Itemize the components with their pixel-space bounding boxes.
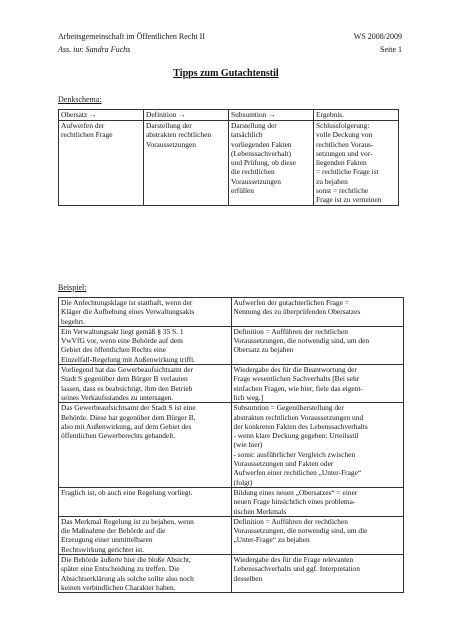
cell-text: Vorliegend hat das Gewerbeaufsichtsamt der Stadt S gegenüber dem Bürger B verlauten lassen, dass es beabsichtigt, ihm den Betrieb seines Verkaufsstandes zu untersagen. [61,365,194,402]
header-left [58,30,205,56]
table-row [59,487,404,516]
denkschema-cell-obersatz [59,121,144,206]
beispiel-table [58,297,404,593]
denkschema-header-row [59,110,399,121]
cell-text: Das Merkmal Regelung ist zu bejahen, wenn die Maßnahme der Behörde auf die Erzeugung einer unmittelbaren Rechtswirkung gerichtet ist. [61,516,194,554]
beispiel-cell-explanation [231,326,404,364]
denkschema-header-obersatz: Obersatz → [59,110,144,121]
beispiel-cell-example [59,298,232,327]
table-row [59,326,404,364]
beispiel-label: Beispiel: [58,283,87,292]
cell-text: Ein Verwaltungsakt liegt gemäß § 35 S. 1 VwVfG vor, wenn eine Behörde auf dem Gebiet des öffentlichen Rechts eine Einzelfall-Regelung mit Außenwirkung trifft. [61,326,196,364]
cell-text: Aufwerfen der gutachterlichen Frage = Nennung des zu überprüfenden Obersatzes [233,298,361,317]
table-row [59,298,404,327]
table-row [59,516,404,554]
header-org: Arbeitsgemeinschaft im Öffentlichen Recht II [58,32,205,41]
denkschema-cell-definition [144,121,229,206]
beispiel-cell-explanation [231,516,404,554]
beispiel-cell-explanation [231,365,404,403]
cell-text: Darstellung der abstrakten rechtlichen Voraussetzungen [146,121,212,149]
denkschema-header-ergebnis: Ergebnis. [314,110,399,121]
cell-text: Subsumtion = Gegenüberstellung der abstrakten rechtlichen Voraussetzungen und der konkreten Fakten des Lebenssachverhalts - wenn klare Deckung gegeben: Urteilsstil (wie hier) - sonst: ausführlicher Vergleich zwischen Voraussetzungen und Fakten oder Aufwerfen einer rechtlichen „Unter-Frage“ (folgt) [233,403,368,487]
cell-text: Fraglich ist, ob auch eine Regelung vorliegt. [61,487,193,497]
header-semester: WS 2008/2009 [353,32,402,41]
cell-text: Wiedergabe des für die Beantwortung der Frage wesentlichen Sachverhalts [Bei sehr einfachen Fragen, wie hier, fiele das eigent- lich weg.] [233,365,363,402]
denkschema-header-definition: Definition → [144,110,229,121]
beispiel-cell-example [59,365,232,403]
cell-text: Die Anfechtungsklage ist statthaft, wenn der Kläger die Aufhebung eines Verwaltungsakts begehrt. [61,298,195,326]
beispiel-cell-explanation [231,403,404,488]
page-title: Tipps zum Gutachtenstil [173,68,279,79]
table-row [59,403,404,488]
cell-text: Bildung eines neuen „Obersatzes“ = einer neuen Frage hinsichtlich eines problema- tischen Merkmals [233,487,358,516]
table-row [59,365,404,403]
cell-text: Definition = Aufführen der rechtlichen Voraussetzungen, die notwendig sind, um den Obersatz zu bejahen [233,326,370,355]
beispiel-cell-explanation [231,555,404,593]
denkschema-cell-subsumtion [229,121,314,206]
beispiel-cell-explanation [231,298,404,327]
cell-text: Das Gewerbeaufsichtsamt der Stadt S ist eine Behörde. Diese hat gegenüber dem Bürger B, also mit Außenwirkung, auf dem Gebiet des öffentlichen Gewerberechts gehandelt. [61,403,196,441]
beispiel-cell-example [59,487,232,516]
beispiel-cell-example [59,403,232,488]
cell-text: Schlussfolgerung: volle Deckung von rechtlichen Voraus- setzungen und vor- liegenden Fakten = rechtliche Frage ist zu bejahen sonst = rechtliche Frage ist zu verneinen [316,121,382,205]
beispiel-cell-example [59,326,232,364]
denkschema-cell-ergebnis [314,121,399,206]
cell-text: Definition = Aufführen der rechtlichen Voraussetzungen, die notwendig sind, um die „Unter-Frage“ zu bejahen [233,516,368,545]
beispiel-cell-example [59,555,232,593]
denkschema-label: Denkschema: [58,95,102,104]
header-author: Ass. iur. Sandra Fuchs [58,45,131,54]
denkschema-content-row [59,121,399,206]
beispiel-cell-example [59,516,232,554]
header-right [354,30,402,56]
cell-text: Die Behörde äußerte hier die bloße Absicht, später eine Entscheidung zu treffen. Die Absichtserklärung als solche sollte also noch keinen verbindlichen Charakter haben. [61,555,194,592]
denkschema-header-subsumtion: Subsumtion → [229,110,314,121]
denkschema-table [58,109,399,206]
beispiel-cell-explanation [231,487,404,516]
cell-text: Wiedergabe des für die Frage relevanten Lebenssachverhalts und ggf. Interpretation desselben [233,555,360,583]
header-page-number: Seite 1 [380,45,402,54]
cell-text: Aufwerfen der rechtlichen Frage [61,121,113,140]
table-row [59,555,404,593]
cell-text: Darstellung der tatsächlich vorliegenden Fakten (Lebenssachverhalt) und Prüfung, ob diese die rechtlichen Voraussetzungen erfüllen [231,121,296,196]
